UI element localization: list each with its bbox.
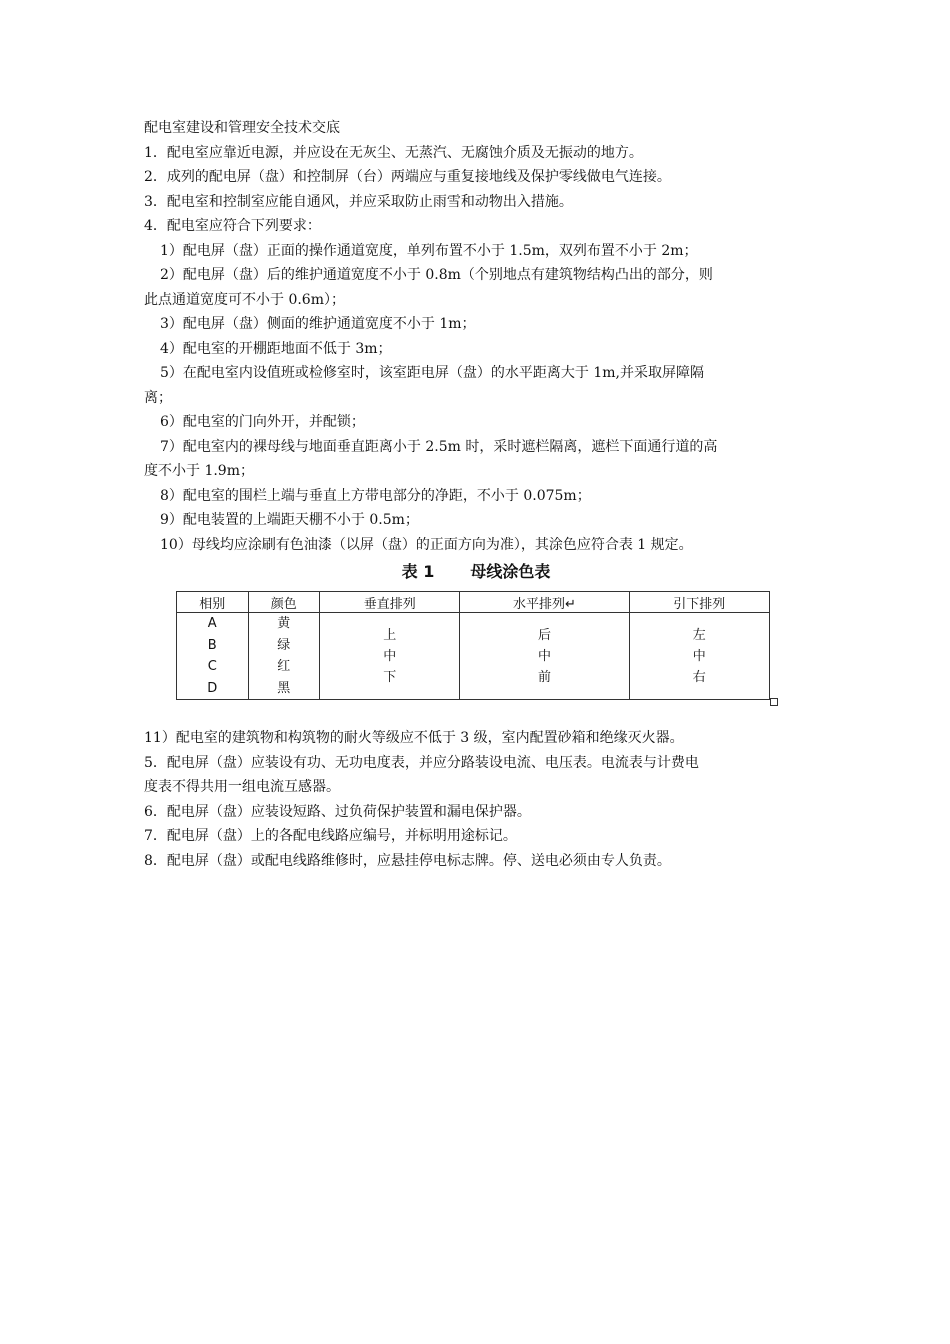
horizontal-middle: 中 <box>537 648 551 664</box>
table-title <box>144 561 808 583</box>
item-1: 1．配电室应靠近电源，并应设在无灰尘、无蒸汽、无腐蚀介质及无振动的地方。 <box>144 144 643 161</box>
horizontal-back: 后 <box>537 627 551 643</box>
down-middle: 中 <box>692 648 706 664</box>
sub-item-7-cont: 度不小于 1.9m； <box>144 463 254 479</box>
document-body <box>144 116 808 873</box>
sub-item-9: 9）配电装置的上端距天棚不小于 0.5m； <box>160 512 419 528</box>
vertical-top: 上 <box>383 627 397 643</box>
down-right: 右 <box>692 669 706 685</box>
item-6: 6．配电屏（盘）应装设短路、过负荷保护装置和漏电保护器。 <box>144 803 531 820</box>
header-down: 引下排列 <box>629 592 769 613</box>
table-header-row <box>177 592 770 613</box>
item-2: 2．成列的配电屏（盘）和控制屏（台）两端应与重复接地线及保护零线做电气连接。 <box>144 169 671 185</box>
color-black: 黑 <box>277 680 291 696</box>
sub-item-2-cont: 此点通道宽度可不小于 0.6m）； <box>144 291 345 308</box>
sub-item-5: 5）在配电室内设值班或检修室时，该室距电屏（盘）的水平距离大于 1m,并采取屏障隔 <box>160 365 704 381</box>
table-end-marker-icon <box>770 698 778 706</box>
item-5: 5．配电屏（盘）应装设有功、无功电度表，并应分路装设电流、电压表。电流表与计费电 <box>144 754 699 771</box>
horizontal-front: 前 <box>537 669 551 685</box>
cell-vertical <box>320 613 460 700</box>
sub-item-10: 10）母线均应涂刷有色油漆（以屏（盘）的正面方向为准），其涂色应符合表 1 规定。 <box>160 536 693 553</box>
color-green: 绿 <box>277 637 291 653</box>
vertical-middle: 中 <box>383 648 397 664</box>
table-title-text: 母线涂色表 <box>470 562 551 581</box>
table-row <box>177 613 770 700</box>
table-title-number: 表 1 <box>401 562 435 581</box>
header-horizontal: 水平排列↵ <box>460 592 629 613</box>
sub-item-7: 7）配电室内的裸母线与地面垂直距离小于 2.5m 时，采时遮栏隔离，遮栏下面通行道的高 <box>160 438 718 455</box>
header-vertical: 垂直排列 <box>320 592 460 613</box>
sub-item-5-cont: 离； <box>144 389 172 406</box>
sub-item-8: 8）配电室的围栏上端与垂直上方带电部分的净距，不小于 0.075m； <box>160 487 591 504</box>
item-8: 8．配电屏（盘）或配电线路维修时，应悬挂停电标志牌。停、送电必须由专人负责。 <box>144 852 671 869</box>
phase-b: B <box>207 637 217 653</box>
item-3: 3．配电室和控制室应能自通风，并应采取防止雨雪和动物出入措施。 <box>144 193 573 210</box>
busbar-color-table <box>176 591 770 700</box>
item-7: 7．配电屏（盘）上的各配电线路应编号，并标明用途标记。 <box>144 828 517 844</box>
cell-phase <box>177 613 249 700</box>
color-yellow: 黄 <box>277 616 291 631</box>
document-title: 配电室建设和管理安全技术交底 <box>144 120 340 136</box>
phase-d: D <box>207 680 218 696</box>
sub-item-4: 4）配电室的开棚距地面不低于 3m； <box>160 340 392 357</box>
item-5-cont: 度表不得共用一组电流互感器。 <box>144 779 340 795</box>
table-wrapper <box>144 591 808 700</box>
header-color: 颜色 <box>248 592 320 613</box>
sub-item-3: 3）配电屏（盘）侧面的维护通道宽度不小于 1m； <box>160 316 476 332</box>
cell-color <box>248 613 320 700</box>
down-left: 左 <box>692 627 706 643</box>
sub-item-1: 1）配电屏（盘）正面的操作通道宽度，单列布置不小于 1.5m，双列布置不小于 2m； <box>160 242 698 259</box>
color-red: 红 <box>277 659 291 674</box>
sub-item-2: 2）配电屏（盘）后的维护通道宽度不小于 0.8m（个别地点有建筑物结构凸出的部分，则 <box>160 267 713 283</box>
sub-item-6: 6）配电室的门向外开，并配锁； <box>160 414 365 430</box>
cell-horizontal <box>460 613 629 700</box>
lower-section <box>144 726 808 873</box>
sub-item-11: 11）配电室的建筑物和构筑物的耐火等级应不低于 3 级，室内配置砂箱和绝缘灭火器。 <box>144 730 684 746</box>
header-phase: 相别 <box>177 592 249 613</box>
cell-down <box>629 613 769 700</box>
vertical-bottom: 下 <box>383 669 397 685</box>
phase-a: A <box>207 616 217 631</box>
phase-c: C <box>207 659 217 674</box>
item-4: 4．配电室应符合下列要求： <box>144 218 321 234</box>
